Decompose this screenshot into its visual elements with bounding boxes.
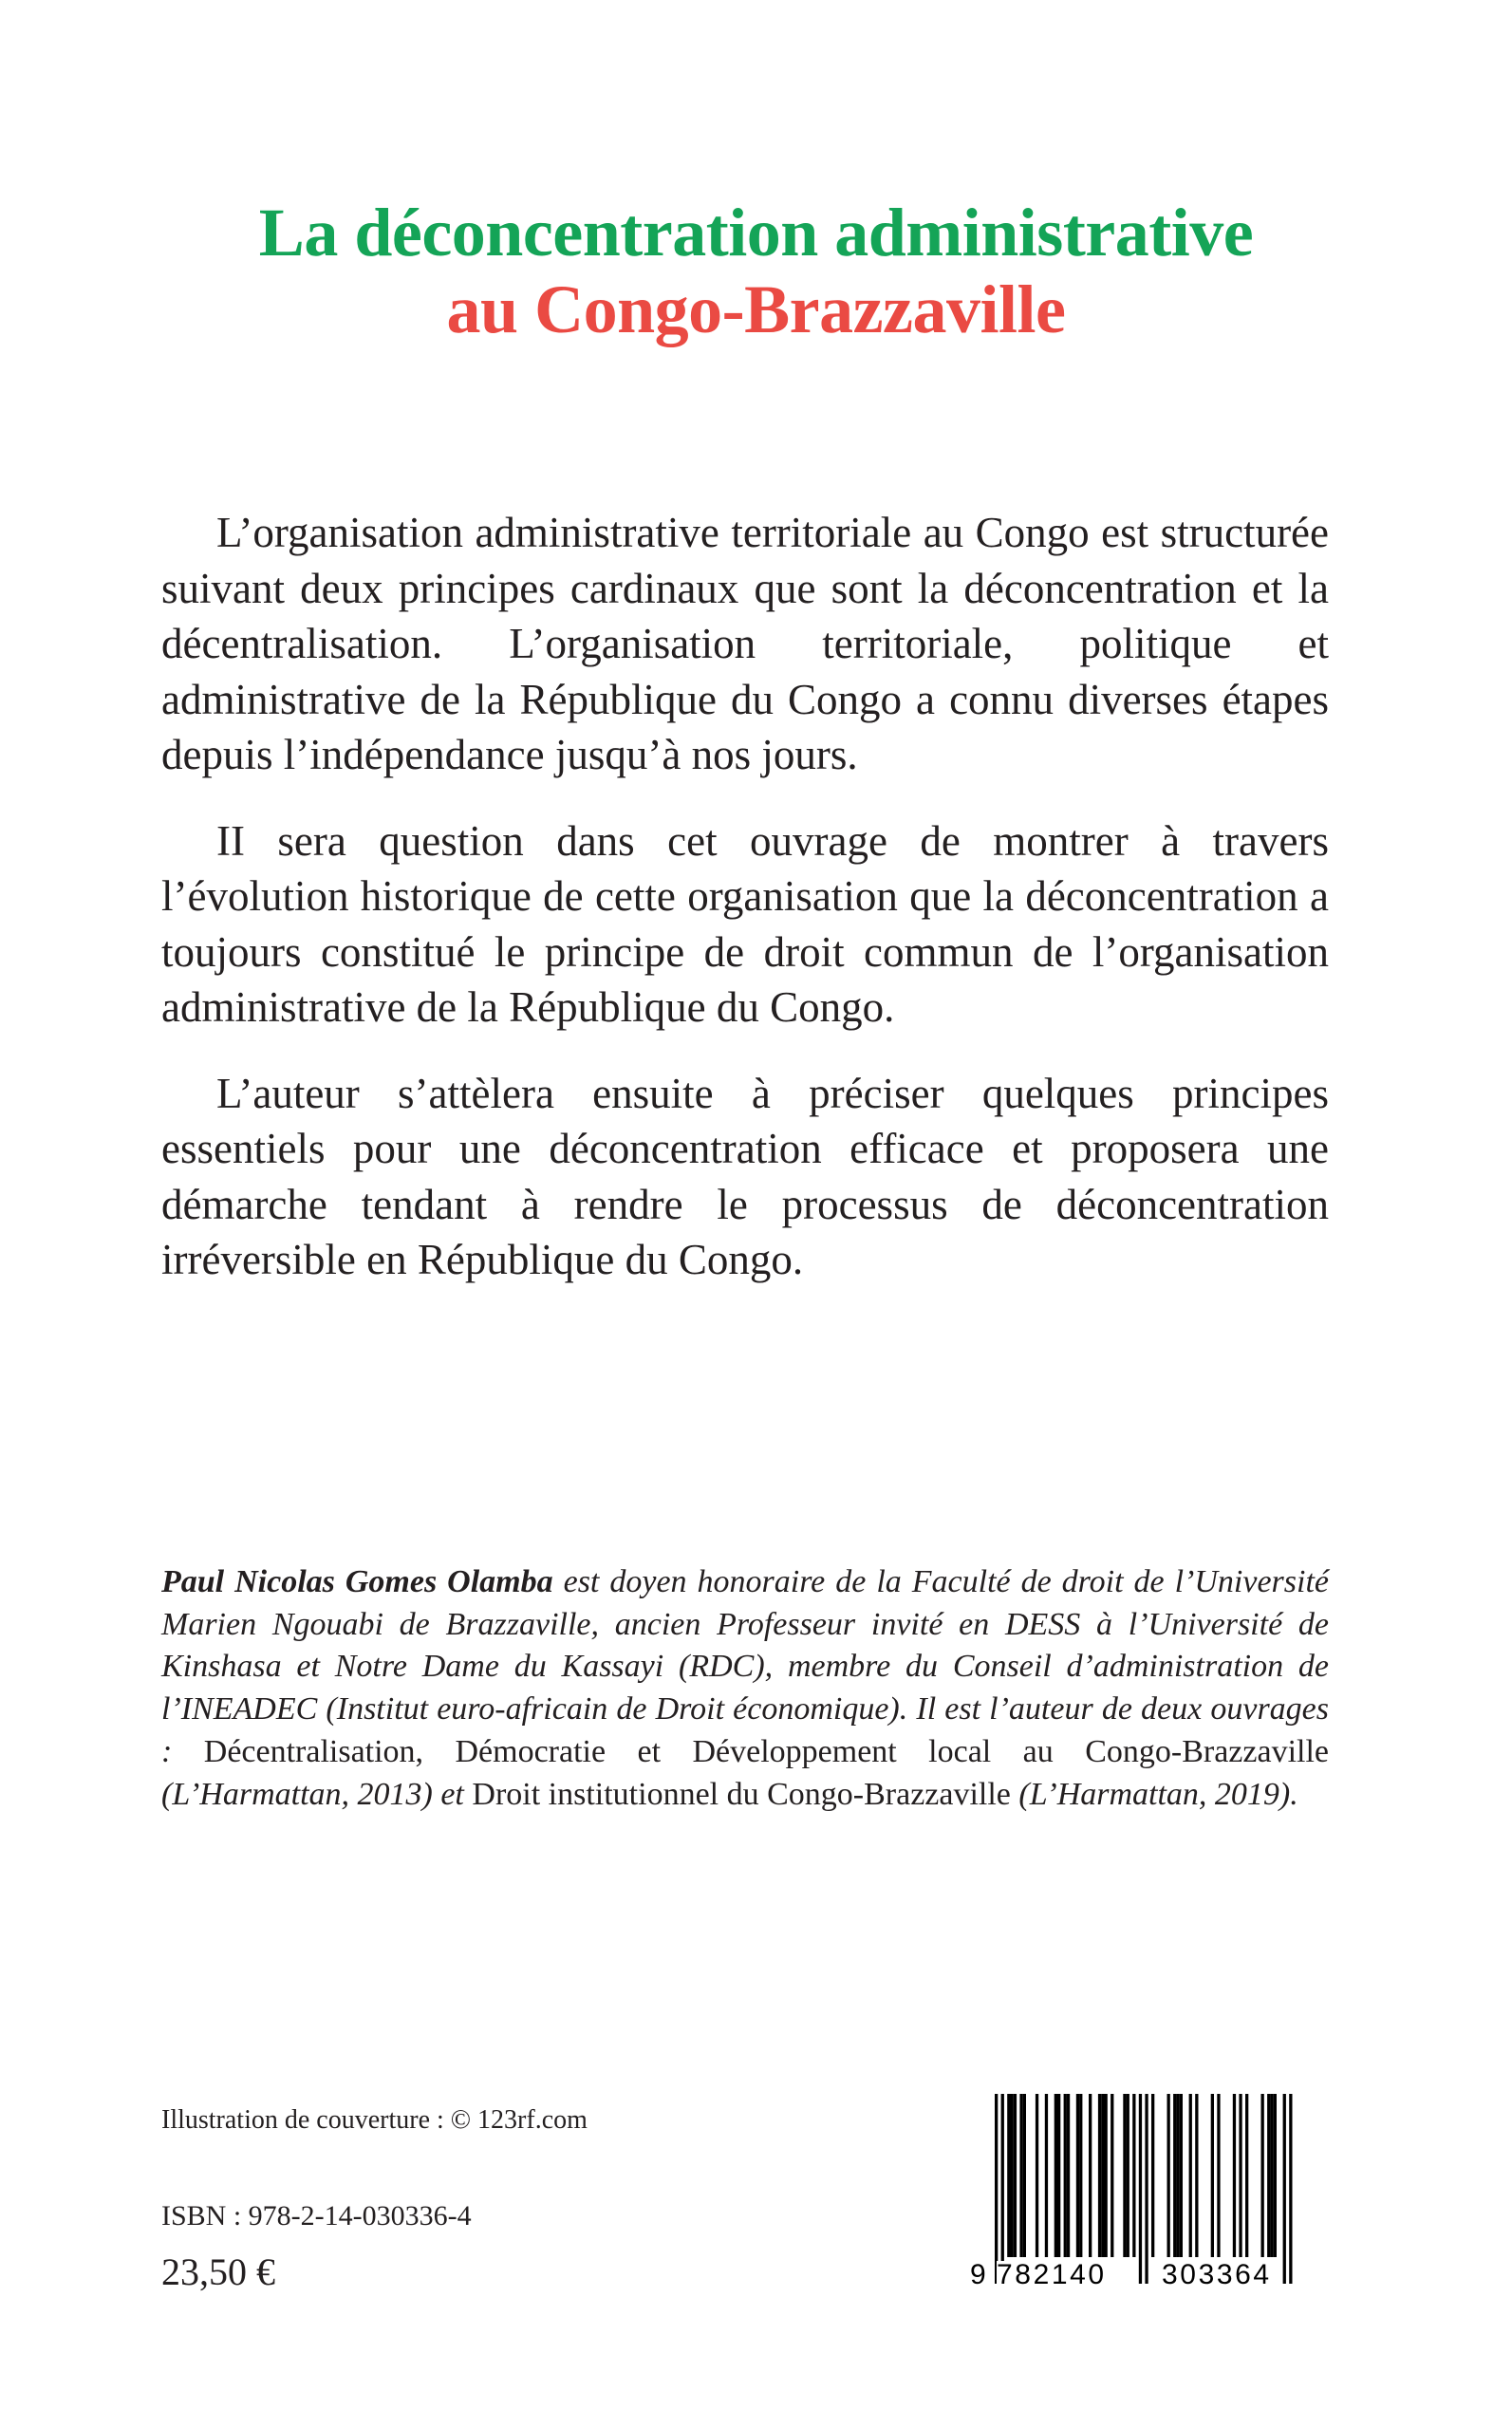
barcode-digits xyxy=(970,2094,1331,2293)
price: 23,50 € xyxy=(161,2250,275,2293)
book-2-title: Droit institutionnel du Congo-Brazzaville xyxy=(472,1776,1011,1812)
barcode-digit-first: 9 xyxy=(970,2259,989,2290)
author-bio xyxy=(161,1561,1329,1816)
bio-text: est doyen honoraire de la Faculté de droit de l’Université Marien Ngouabi de Brazzaville, ancien Professeur invité en DESS à l’Université de Kinshasa et Notre Dame du Kassayi (RDC), membre du Conseil d’administration de l’INEADEC (Institut euro-africain de Droit économique). Il est l’auteur de deux ouvrages : xyxy=(161,1564,1329,1769)
summary-paragraph-2: II sera question dans cet ouvrage de montrer à travers l’évolution historique de cette organisation que la déconcentration a toujours constitué le principe de droit commun de l’organisation administrative de la République du Congo. xyxy=(161,816,1329,1031)
book-2-publisher: (L’Harmattan, 2019). xyxy=(1010,1776,1298,1812)
barcode-digits-left: 782140 xyxy=(997,2259,1107,2290)
book-1-title: Décentralisation, Démocratie et Développement local au Congo-Brazzaville xyxy=(203,1733,1329,1769)
summary-paragraph-3: L’auteur s’attèlera ensuite à préciser quelques principes essentiels pour une déconcentration efficace et proposera une démarche tendant à rendre le processus de déconcentration irréversible en République du Congo. xyxy=(161,1069,1329,1283)
isbn: ISBN : 978-2-14-030336-4 xyxy=(161,2200,472,2232)
summary xyxy=(161,505,1329,1318)
title-line-1: La déconcentration administrative xyxy=(258,195,1254,271)
author-name: Paul Nicolas Gomes Olamba xyxy=(161,1564,553,1599)
barcode-digits-right: 303364 xyxy=(1162,2259,1272,2290)
illustration-credit: Illustration de couverture : © 123rf.com xyxy=(161,2105,588,2135)
title-line-2: au Congo-Brazzaville xyxy=(446,271,1066,347)
summary-paragraph-1: L’organisation administrative territoriale au Congo est structurée suivant deux principes cardinaux que sont la déconcentration et la décentralisation. L’organisation territoriale, politique et administrative de la République du Congo a connu diverses étapes depuis l’indépendance jusqu’à nos jours. xyxy=(161,509,1329,778)
barcode xyxy=(970,2094,1331,2293)
book-title xyxy=(0,195,1512,347)
book-1-publisher: (L’Harmattan, 2013) et xyxy=(161,1776,473,1812)
